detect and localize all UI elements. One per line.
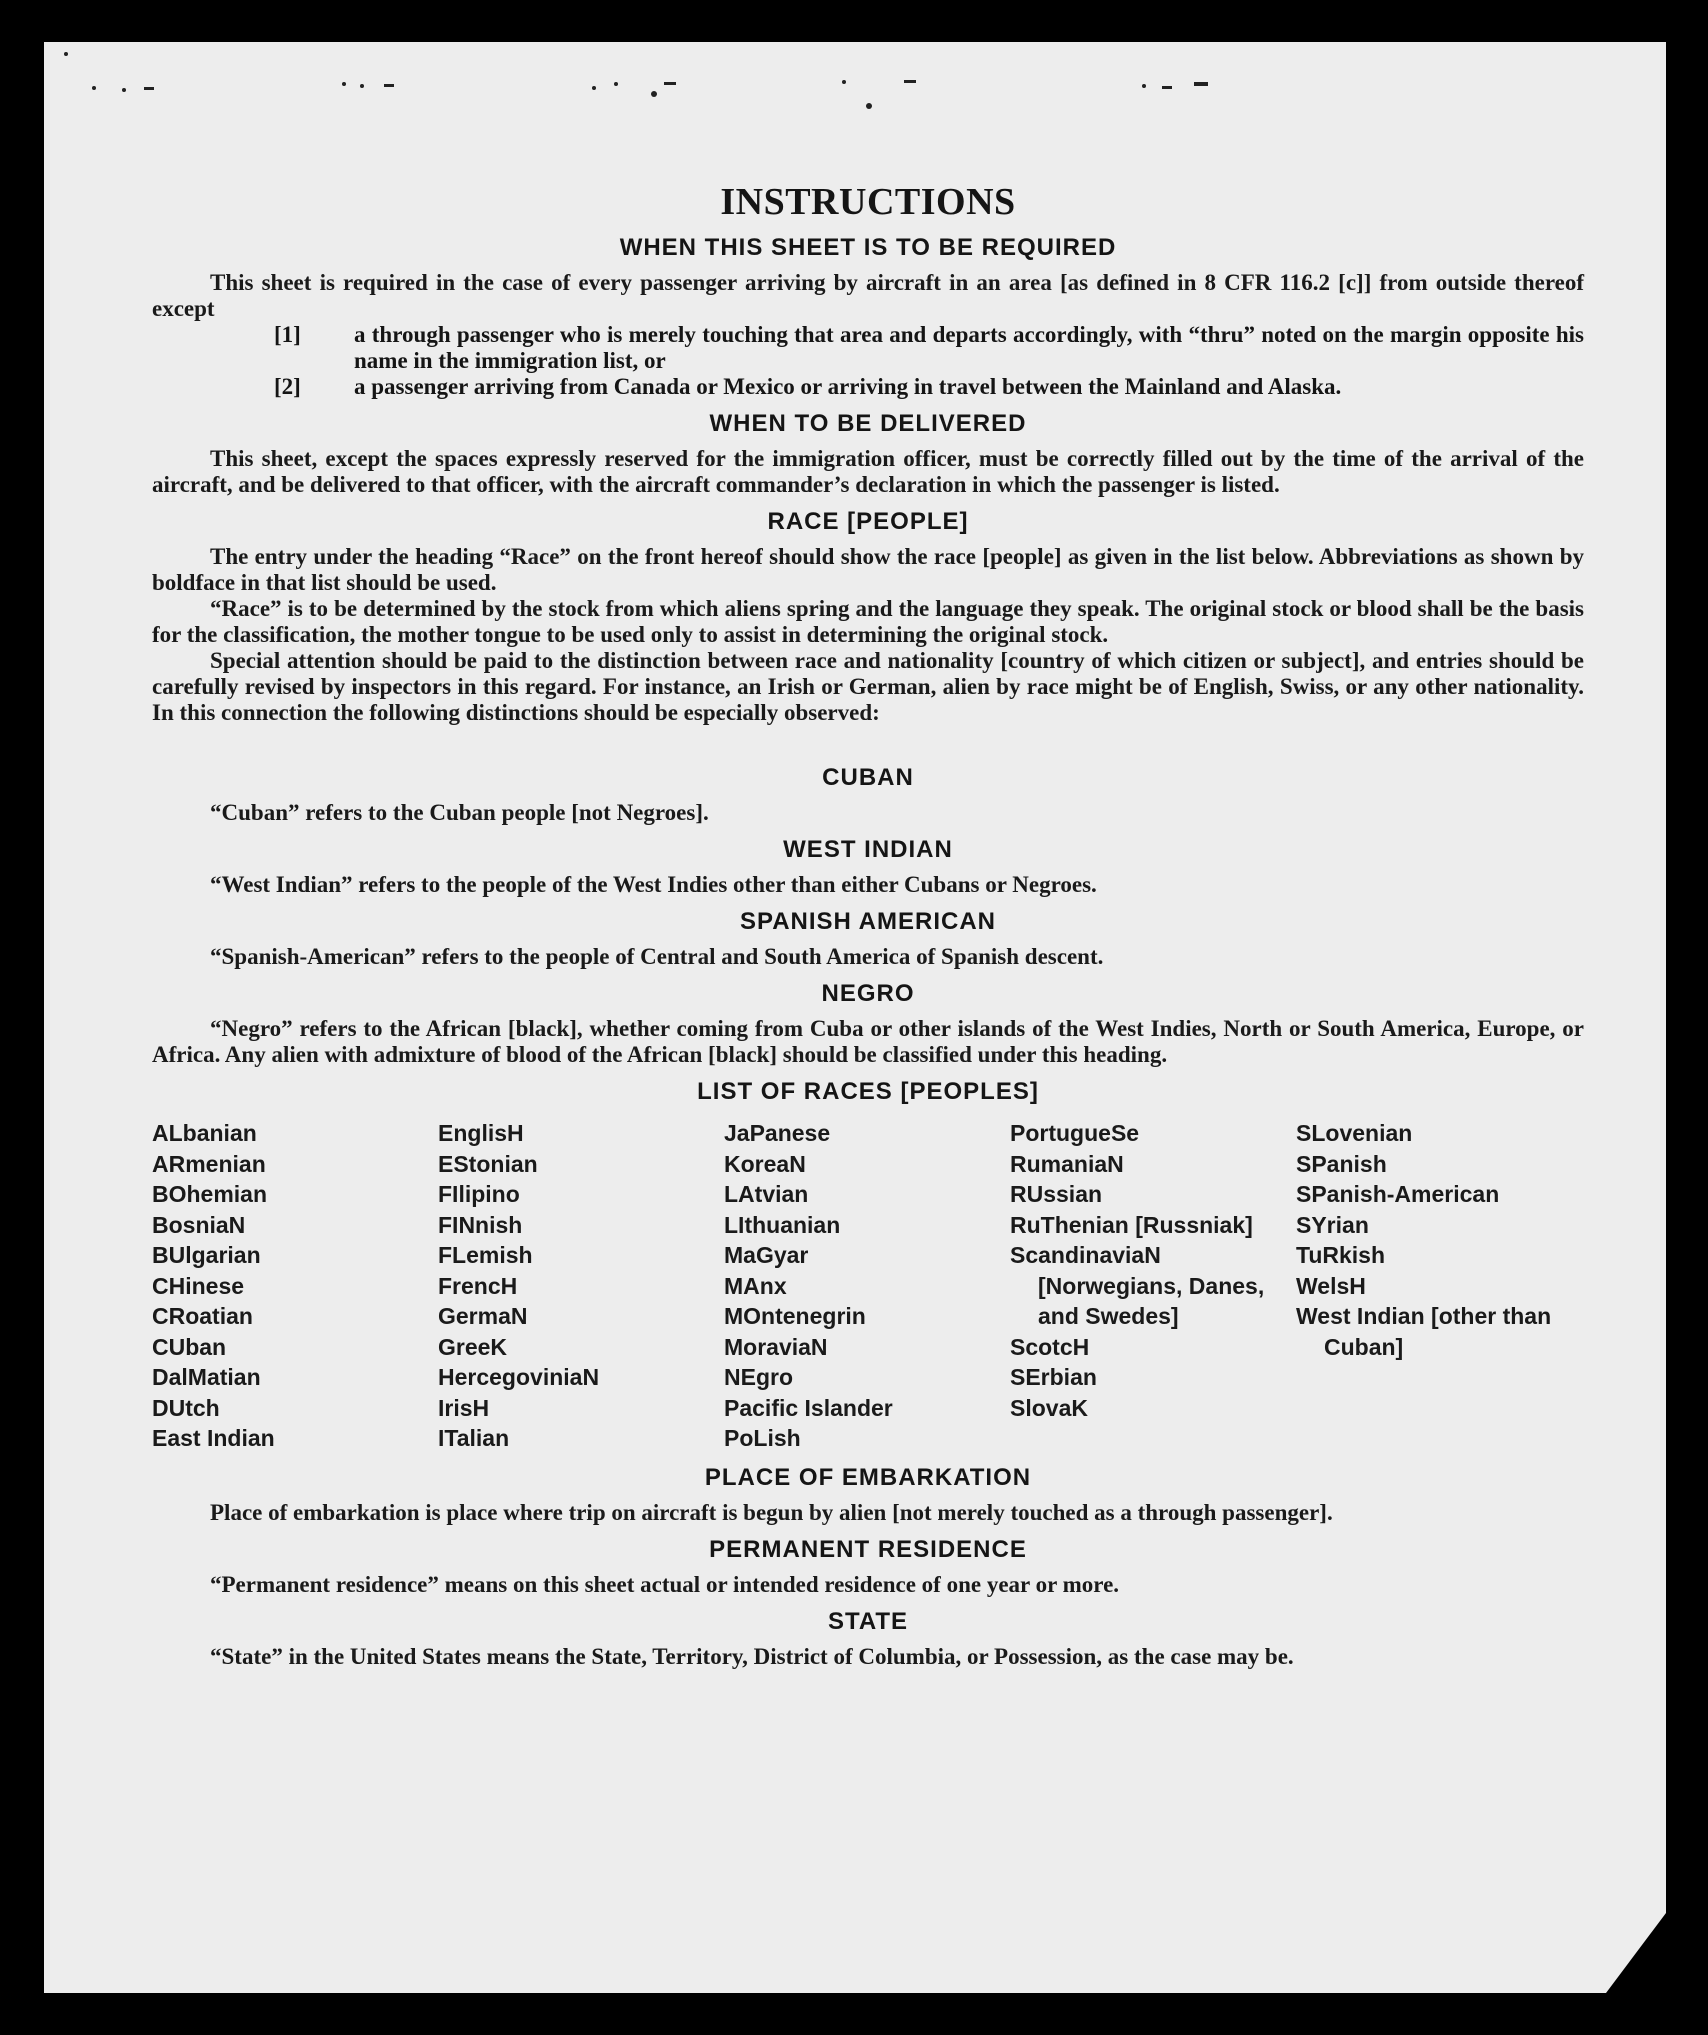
race-entry: JaPanese — [724, 1120, 831, 1146]
race-entry: RumaniaN — [1010, 1150, 1124, 1177]
heading-embarkation: PLACE OF EMBARKATION — [704, 1463, 1032, 1491]
race-entry: DalMatian — [152, 1364, 261, 1390]
required-item-2 — [152, 374, 1584, 400]
heading-spanish-american: SPANISH AMERICAN — [739, 908, 996, 935]
race-entry: GreeK — [438, 1333, 508, 1360]
race-entry: ALbanian — [152, 1120, 257, 1146]
race-entry: Pacific Islander — [724, 1394, 893, 1421]
race-entry: CUban — [152, 1333, 227, 1360]
race-paragraph-1: The entry under the heading “Race” on the front hereof should show the race [people] as given in the list below. Abbreviations as shown by boldface in that list should be used. — [152, 544, 1584, 595]
race-entry: BOhemian — [152, 1181, 268, 1207]
race-entry: RuThenian [Russniak] — [1010, 1211, 1253, 1238]
required-intro: This sheet is required in the case of every passenger arriving by aircraft in an area [as defined in 8 CFR 116.2 [c]] from outside thereof except — [152, 270, 1584, 321]
races-column-3 — [724, 1118, 1010, 1454]
race-entry: FLemish — [438, 1242, 533, 1268]
race-entry: East Indian — [152, 1425, 275, 1451]
spanish-american-text: “Spanish-American” refers to the people of Central and South America of Spanish descent. — [210, 944, 1104, 969]
item-number: [1] — [274, 322, 301, 347]
races-column-5 — [1296, 1118, 1584, 1454]
race-entry: IrisH — [438, 1394, 490, 1421]
race-entry: ScandinaviaN [Norwegians, Danes, and Swedes] — [1010, 1242, 1265, 1329]
race-entry: KoreaN — [724, 1150, 806, 1177]
race-entry: GermaN — [438, 1303, 528, 1329]
residence-text: “Permanent residence” means on this sheet actual or intended residence of one year or more. — [210, 1571, 1120, 1597]
race-entry: CHinese — [152, 1272, 245, 1299]
race-entry: NEgro — [724, 1364, 793, 1390]
race-entry: CRoatian — [152, 1303, 253, 1329]
races-column-1 — [152, 1118, 438, 1454]
race-entry: ITalian — [438, 1425, 510, 1451]
race-entry: DUtch — [152, 1394, 220, 1421]
race-entry: WelsH — [1296, 1272, 1366, 1299]
races-column-2 — [438, 1118, 724, 1454]
race-entry: PortugueSe — [1010, 1120, 1140, 1146]
document-page — [44, 42, 1666, 1993]
race-entry: TuRkish — [1296, 1242, 1386, 1268]
race-entry: MoraviaN — [724, 1333, 828, 1360]
race-entry: BUlgarian — [152, 1242, 261, 1268]
heading-state: STATE — [827, 1607, 909, 1635]
race-entry: SErbian — [1010, 1364, 1097, 1390]
race-entry: LAtvian — [724, 1181, 809, 1207]
race-paragraph-3: Special attention should be paid to the distinction between race and nationality [country of which citizen or subject], and entries should be carefully revised by inspectors in this regard. For instance, an Irish or German, alien by race might be of English, Swiss, or any other nationality. In this connection the following distinctions should be especially observed: — [152, 648, 1584, 725]
race-paragraph-2: “Race” is to be determined by the stock from which aliens spring and the language they speak. The original stock or blood shall be the basis for the classification, the mother tongue to be used only to assist in determining the original stock. — [152, 596, 1584, 647]
west-indian-text: “West Indian” refers to the people of the West Indies other than either Cubans or Negroes. — [210, 872, 1097, 897]
heading-west-indian: WEST INDIAN — [783, 836, 953, 863]
race-entry: RUssian — [1010, 1181, 1103, 1207]
race-entry: SPanish — [1296, 1150, 1387, 1177]
race-entry: SYrian — [1296, 1211, 1369, 1238]
instructions-content — [152, 140, 1584, 1670]
item-text: a passenger arriving from Canada or Mexico or arriving in travel between the Mainland and Alaska. — [354, 374, 1342, 399]
races-list — [152, 1118, 1584, 1454]
race-entry: SPanish-American — [1296, 1181, 1500, 1207]
race-entry: MAnx — [724, 1272, 787, 1299]
heading-negro: NEGRO — [821, 980, 915, 1007]
race-entry: MaGyar — [724, 1242, 809, 1268]
race-entry: ScotcH — [1010, 1333, 1090, 1360]
heading-when-required: WHEN THIS SHEET IS TO BE REQUIRED — [619, 234, 1117, 261]
item-text: a through passenger who is merely touching that area and departs accordingly, with “thru” noted on the margin opposite his name in the immigration list, or — [354, 322, 1584, 373]
cuban-text: “Cuban” refers to the Cuban people [not Negroes]. — [210, 800, 709, 825]
race-entry: EStonian — [438, 1150, 538, 1177]
race-entry: PoLish — [724, 1425, 801, 1451]
heading-permanent-residence: PERMANENT RESIDENCE — [709, 1535, 1027, 1563]
races-column-4 — [1010, 1118, 1296, 1454]
heading-cuban: CUBAN — [822, 764, 914, 791]
race-entry: West Indian [other than Cuban] — [1296, 1303, 1552, 1360]
race-entry: SLovenian — [1296, 1120, 1413, 1146]
race-entry: HercegoviniaN — [438, 1364, 600, 1390]
race-entry: FrencH — [438, 1272, 518, 1299]
page-title: INSTRUCTIONS — [720, 181, 1016, 223]
race-entry: FINnish — [438, 1211, 523, 1238]
race-entry: MOntenegrin — [724, 1303, 866, 1329]
heading-list-of-races: LIST OF RACES [PEOPLES] — [697, 1078, 1039, 1105]
race-entry: BosniaN — [152, 1211, 246, 1238]
race-entry: FIlipino — [438, 1181, 520, 1207]
item-number: [2] — [274, 374, 301, 399]
negro-text: “Negro” refers to the African [black], whether coming from Cuba or other islands of the West Indies, North or South America, Europe, or Africa. Any alien with admixture of blood of the African [black] should be classified under this heading. — [152, 1016, 1584, 1067]
race-entry: LIthuanian — [724, 1211, 841, 1238]
heading-race: RACE [PEOPLE] — [767, 508, 969, 535]
required-item-1 — [152, 322, 1584, 374]
state-text: “State” in the United States means the State, Territory, District of Columbia, or Possession, as the case may be. — [210, 1643, 1294, 1669]
page-corner-fold — [1606, 1913, 1666, 1993]
heading-when-delivered: WHEN TO BE DELIVERED — [709, 410, 1027, 437]
race-entry: EnglisH — [438, 1120, 524, 1146]
race-entry: ARmenian — [152, 1150, 266, 1177]
delivered-text: This sheet, except the spaces expressly reserved for the immigration officer, must be correctly filled out by the time of the arrival of the aircraft, and be delivered to that officer, with the aircraft commander’s declaration in which the passenger is listed. — [152, 446, 1584, 497]
race-entry: SlovaK — [1010, 1394, 1088, 1421]
embarkation-text: Place of embarkation is place where trip on aircraft is begun by alien [not merely touched as a through passenger]. — [210, 1499, 1333, 1525]
